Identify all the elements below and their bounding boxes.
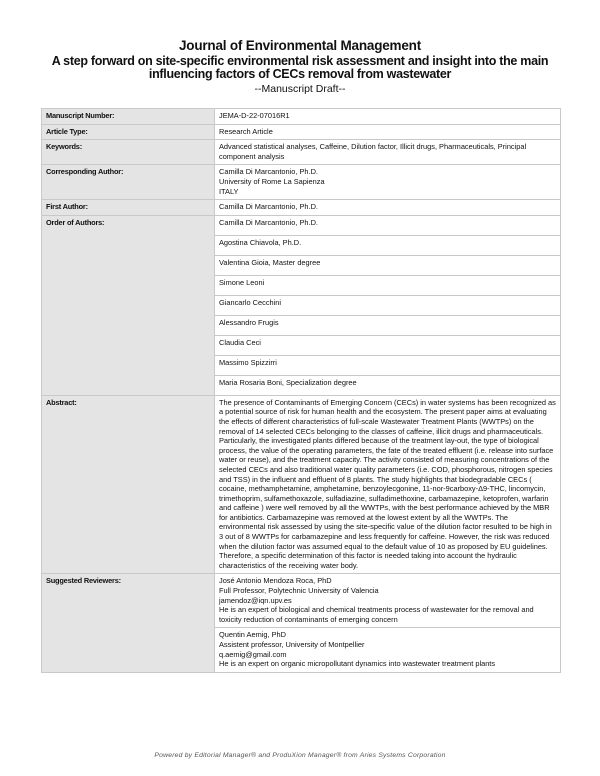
reviewer-name: José Antonio Mendoza Roca, PhD [219, 576, 332, 586]
table-row [42, 109, 561, 125]
table-row [42, 140, 561, 165]
author-item: Giancarlo Cecchini [215, 295, 561, 315]
reviewer-entry [215, 574, 561, 628]
powered-by-footer: Powered by Editorial Manager® and ProduXion Manager® from Aries Systems Corporation [154, 752, 446, 759]
table-row [42, 574, 561, 628]
author-item: Alessandro Frugis [215, 315, 561, 335]
author-item: Simone Leoni [215, 275, 561, 295]
journal-title: Journal of Environmental Management [178, 38, 422, 53]
author-name: Camilla Di Marcantonio, Ph.D. [219, 167, 318, 177]
author-item: Camilla Di Marcantonio, Ph.D. [215, 215, 561, 235]
author-item: Valentina Gioia, Master degree [215, 255, 561, 275]
table-row [42, 124, 561, 140]
author-item: Maria Rosaria Boni, Specialization degree [215, 375, 561, 395]
reviewer-email: q.aemig@gmail.com [219, 649, 287, 659]
paper-title: A step forward on site-specific environmental risk assessment and insight into the main influencing factors of CECs removal from wastewater [51, 54, 549, 81]
author-country: ITALY [219, 186, 239, 196]
reviewer-email: jamendoz@iqn.upv.es [219, 595, 292, 605]
reviewer-entry [215, 628, 561, 672]
author-item: Massimo Spizzirri [215, 355, 561, 375]
field-label: Suggested Reviewers: [42, 574, 215, 672]
field-label: Order of Authors: [42, 215, 215, 395]
reviewer-name: Quentin Aemig, PhD [219, 630, 286, 640]
reviewer-position: Assistent professor, University of Montpellier [219, 640, 365, 649]
corresponding-author-value [215, 165, 561, 200]
table-row [42, 165, 561, 200]
draft-label: --Manuscript Draft-- [254, 83, 346, 95]
abstract-text: The presence of Contaminants of Emerging Concern (CECs) in water systems has been recognized as a potential source of risk for human health and the ecosystem. The present paper aims at evaluating the effects of different characteristics of full-scale Wastewater Treatment Plants (WWTPs) on the removal of 14 selected CECs belonging to the classes of caffeine, illicit drugs and pharmaceuticals. Particularly, the investigated plants differed because of the treatment lay-out, the type of biological process, the value of the operating parameters, the fate of the treated effluent (i.e. release into surface water or reuse), and the treatment capacity. The activity consisted of measuring concentrations of the selected CECs and also traditional water quality parameters (i.e. COD, phosphorous, nitrogen species and TSS) in the influent and effluent of 8 plants. The study highlights that biodegradable CECs ( cocaine, methamphetamine, amphetamine, benzoylecgonine, 11-nor-9carboxy-Δ9-THC, lincomycin, trimethoprim, sulfamethoxazole, sulfadiazine, sulfadimethoxine, carbamazepine, ketoprofen, warfarin and caffeine ) were well removed by all the WWTPs, with the best performance achieved by the MBR for antibiotics. Carbamazepine was removed at the lowest extent by all the WWTPs. The environmental risk assessed by using the site-specific value of the dilution factor resulted to be high in 3 out of 8 WWTPs for carbamazepine and less frequently for caffeine. However, the risk was reduced when the dilution factor was assumed equal to the default value of 10 as proposed by EU guidelines. Therefore, a specific determination of this factor is needed taking into account the hydraulic characteristics of the receiving water body. [215, 395, 561, 574]
author-item: Agostina Chiavola, Ph.D. [215, 235, 561, 255]
article-type-value: Research Article [215, 124, 561, 140]
reviewer-description: He is an expert of biological and chemical treatments process of wastewater for the removal and toxicity reduction of contaminants of emerging concern [219, 605, 534, 624]
author-affiliation: University of Rome La Sapienza [219, 176, 325, 186]
field-label: Manuscript Number: [42, 109, 215, 125]
manuscript-number-value: JEMA-D-22-07016R1 [215, 109, 561, 125]
table-row [42, 200, 561, 216]
field-label: First Author: [42, 200, 215, 216]
field-label: Keywords: [42, 140, 215, 165]
field-label: Corresponding Author: [42, 165, 215, 200]
author-item: Claudia Ceci [215, 335, 561, 355]
first-author-value: Camilla Di Marcantonio, Ph.D. [215, 200, 561, 216]
table-row [42, 215, 561, 235]
field-label: Article Type: [42, 124, 215, 140]
manuscript-info-table [41, 108, 561, 673]
field-label: Abstract: [42, 395, 215, 574]
reviewer-position: Full Professor, Polytechnic University of Valencia [219, 586, 379, 596]
reviewer-description: He is an expert on organic micropollutant dynamics into wastewater treatment plants [219, 659, 496, 669]
table-row [42, 395, 561, 574]
keywords-value: Advanced statistical analyses, Caffeine, Dilution factor, Illicit drugs, Pharmaceuticals, Principal component analysis [215, 140, 561, 165]
